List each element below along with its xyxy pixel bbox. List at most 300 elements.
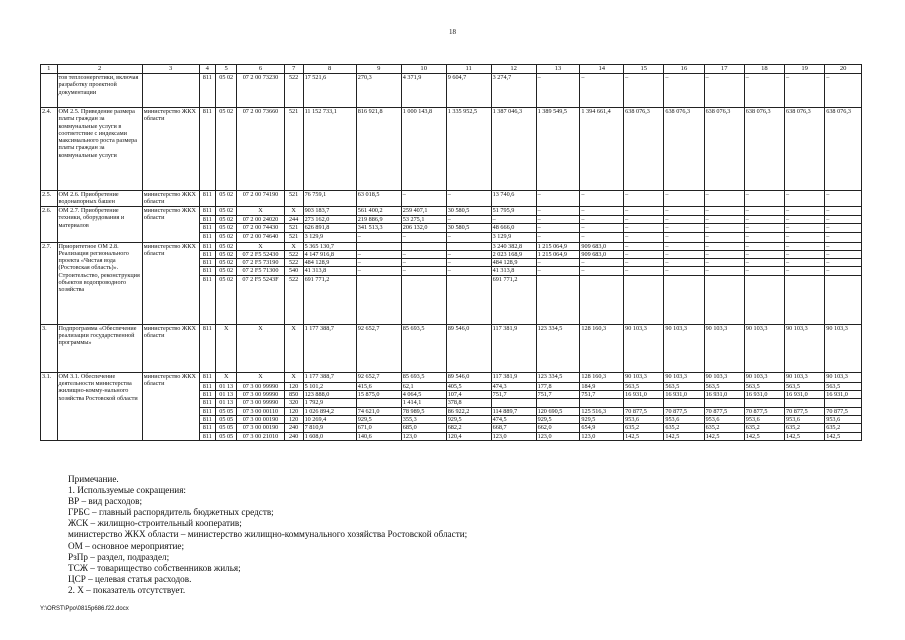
table-cell: министерство ЖКХ области	[142, 207, 199, 243]
table-cell: 90 103,3	[704, 324, 744, 372]
table-cell: 5 365 130,7	[303, 242, 356, 250]
table-cell: 17 521,6	[303, 74, 356, 108]
table-cell: министерство ЖКХ области	[142, 324, 199, 372]
table-cell: –	[825, 216, 862, 224]
table-cell: 355,3	[401, 415, 446, 423]
table-cell: 909 683,0	[580, 242, 624, 250]
table-cell: 244	[284, 216, 303, 224]
table-cell: –	[624, 74, 664, 108]
column-number-5: 5	[216, 65, 237, 74]
column-number-6: 6	[237, 65, 284, 74]
table-cell: 90 103,3	[825, 324, 862, 372]
table-cell: –	[446, 259, 491, 267]
table-cell: –	[744, 207, 784, 216]
note-line: ОМ – основное мероприятие;	[68, 540, 185, 551]
table-cell	[536, 399, 580, 407]
table-cell: 1 608,0	[303, 432, 356, 440]
note-line: ГРБС – главный распорядитель бюджетных средств;	[68, 507, 274, 518]
table-cell: 123,0	[491, 432, 536, 440]
table-cell: –	[785, 74, 825, 108]
table-cell: министерство ЖКХ области	[142, 242, 199, 324]
table-cell: 120 690,5	[536, 407, 580, 415]
table-cell: 811	[199, 250, 216, 258]
table-cell: 92 652,7	[356, 372, 401, 382]
table-cell: –	[356, 267, 401, 275]
table-cell: 638 076,3	[624, 108, 664, 191]
table-cell: 128 160,3	[580, 372, 624, 382]
table-cell: 563,5	[785, 382, 825, 390]
table-cell: 128 160,3	[580, 324, 624, 372]
table-cell: 909 683,0	[580, 250, 624, 258]
table-cell: 811	[199, 415, 216, 423]
table-cell: –	[624, 232, 664, 242]
table-cell: 3 129,9	[303, 232, 356, 242]
table-cell	[536, 275, 580, 324]
table-cell: 1 215 064,9	[536, 250, 580, 258]
table-cell: 05 02	[216, 224, 237, 232]
table-cell: 953,6	[785, 415, 825, 423]
table-cell: –	[785, 267, 825, 275]
table-cell: 635,2	[744, 424, 784, 432]
table-row	[41, 191, 862, 207]
table-cell: 811	[199, 216, 216, 224]
table-cell: –	[580, 74, 624, 108]
table-cell: Х	[284, 372, 303, 382]
table-cell: 142,5	[704, 432, 744, 440]
table-cell: 638 076,3	[744, 108, 784, 191]
table-cell: –	[624, 207, 664, 216]
table-cell: –	[825, 250, 862, 258]
table-cell: –	[356, 232, 401, 242]
table-cell	[624, 275, 664, 324]
table-cell	[580, 275, 624, 324]
table-cell: –	[664, 216, 704, 224]
table-cell: 811	[199, 242, 216, 250]
table-cell: 89 546,0	[446, 372, 491, 382]
table-cell: Х	[237, 207, 284, 216]
table-cell: 1 177 388,7	[303, 324, 356, 372]
table-cell	[664, 275, 704, 324]
table-cell: –	[825, 242, 862, 250]
table-cell: –	[624, 259, 664, 267]
table-cell: 70 877,5	[825, 407, 862, 415]
table-cell: 685,0	[401, 424, 446, 432]
table-cell: 142,5	[744, 432, 784, 440]
table-cell: 811	[199, 108, 216, 191]
table-cell: 07 3 00 00190	[237, 415, 284, 423]
table-cell: –	[446, 232, 491, 242]
table-cell: 474,3	[491, 382, 536, 390]
table-cell: 521	[284, 191, 303, 207]
table-cell: 90 103,3	[624, 324, 664, 372]
table-cell: 01 13	[216, 399, 237, 407]
table-cell: 662,0	[536, 424, 580, 432]
table-cell	[785, 275, 825, 324]
table-cell	[356, 242, 401, 250]
table-cell: ОМ 2.5. Приведение размера платы граждан за коммунальные услуги в соответствие с индексами максимального роста размера платы граждан за коммунальные услуги	[57, 108, 142, 191]
table-cell: 120	[284, 382, 303, 390]
table-cell: 635,2	[785, 424, 825, 432]
table-cell: ОМ 3.1. Обеспечение деятельности министерства жилищно-комму-нального хозяйства Ростовской области	[57, 372, 142, 440]
table-cell: 70 877,5	[664, 407, 704, 415]
table-cell: –	[704, 74, 744, 108]
table-cell: –	[664, 207, 704, 216]
table-cell: –	[580, 224, 624, 232]
table-cell: –	[825, 259, 862, 267]
table-cell: –	[446, 250, 491, 258]
table-cell: 811	[199, 207, 216, 216]
table-cell: 1 792,9	[303, 399, 356, 407]
table-cell: 903 183,7	[303, 207, 356, 216]
table-cell: 70 877,5	[785, 407, 825, 415]
table-cell: 123,0	[401, 432, 446, 440]
table-cell: 521	[284, 232, 303, 242]
table-cell: 3 240 382,8	[491, 242, 536, 250]
table-cell: –	[624, 267, 664, 275]
table-cell	[580, 399, 624, 407]
table-cell: 05 05	[216, 432, 237, 440]
table-row	[41, 372, 862, 382]
table-cell: –	[825, 74, 862, 108]
table-cell: 07 2 00 73230	[237, 74, 284, 108]
table-cell: –	[446, 216, 491, 224]
table-cell: 120	[284, 415, 303, 423]
table-cell: 405,5	[446, 382, 491, 390]
table-cell: 62,1	[401, 382, 446, 390]
table-cell: –	[664, 224, 704, 232]
table-cell: 259 407,1	[401, 207, 446, 216]
table-cell: 626 891,8	[303, 224, 356, 232]
table-cell: министерство ЖКХ области	[142, 191, 199, 207]
table-cell: 07 3 00 21010	[237, 432, 284, 440]
column-number-19: 19	[785, 65, 825, 74]
table-cell	[41, 74, 58, 108]
column-number-10: 10	[401, 65, 446, 74]
table-cell: 850	[284, 391, 303, 399]
table-cell: 484 128,9	[303, 259, 356, 267]
table-cell: 16 931,0	[704, 391, 744, 399]
table-cell: 90 103,3	[664, 324, 704, 372]
table-cell: 638 076,3	[664, 108, 704, 191]
table-cell: 90 103,3	[744, 372, 784, 382]
table-cell: 4 064,5	[401, 391, 446, 399]
table-cell: 05 02	[216, 267, 237, 275]
table-cell: 07 2 00 73660	[237, 108, 284, 191]
table-cell: 70 877,5	[744, 407, 784, 415]
table-cell: 07 2 F5 5243F	[237, 275, 284, 324]
table-cell: 07 2 00 74190	[237, 191, 284, 207]
table-cell: –	[536, 259, 580, 267]
note-line: ЖСК – жилищно-строительный кооператив;	[68, 518, 242, 529]
table-cell: 811	[199, 191, 216, 207]
table-cell: 16 931,0	[825, 391, 862, 399]
column-number-13: 13	[536, 65, 580, 74]
table-row	[41, 74, 862, 108]
table-cell: 123 334,5	[536, 324, 580, 372]
column-number-16: 16	[664, 65, 704, 74]
table-cell: 3.	[41, 324, 58, 372]
column-number-18: 18	[744, 65, 784, 74]
table-cell: 120	[284, 407, 303, 415]
table-cell: –	[491, 216, 536, 224]
table-cell: ОМ 2.6. Приобретение водонапорных башен	[57, 191, 142, 207]
table-cell: 378,8	[446, 399, 491, 407]
column-number-11: 11	[446, 65, 491, 74]
page-number: 18	[449, 28, 456, 36]
table-cell: 05 05	[216, 424, 237, 432]
table-cell: 11 152 733,1	[303, 108, 356, 191]
note-line: министерство ЖКХ области – министерство жилищно-коммунального хозяйства Ростовской области;	[68, 529, 468, 540]
table-cell: –	[744, 242, 784, 250]
table-cell: 521	[284, 224, 303, 232]
table-cell: 85 693,5	[401, 324, 446, 372]
table-cell: 3 274,7	[491, 74, 536, 108]
table-cell: 120,4	[446, 432, 491, 440]
table-cell: 2 023 168,9	[491, 250, 536, 258]
table-cell: 53 275,1	[401, 216, 446, 224]
table-cell: 70 877,5	[704, 407, 744, 415]
table-cell: 522	[284, 275, 303, 324]
table-cell: 05 02	[216, 250, 237, 258]
table-cell: 16 931,0	[624, 391, 664, 399]
table-cell: 953,6	[704, 415, 744, 423]
table-cell: 635,2	[825, 424, 862, 432]
table-cell: 811	[199, 432, 216, 440]
table-cell: 2.5.	[41, 191, 58, 207]
table-body	[41, 65, 862, 441]
table-cell: 811	[199, 391, 216, 399]
table-cell: –	[664, 232, 704, 242]
table-cell: –	[536, 207, 580, 216]
table-cell: –	[536, 232, 580, 242]
column-number-15: 15	[624, 65, 664, 74]
notes-block	[68, 474, 467, 596]
table-cell: –	[785, 216, 825, 224]
table-cell	[704, 399, 744, 407]
table-cell: 682,2	[446, 424, 491, 432]
note-line: РзПр – раздел, подраздел;	[68, 551, 170, 562]
table-cell: –	[744, 74, 784, 108]
table-cell: 90 103,3	[624, 372, 664, 382]
table-cell: 654,9	[580, 424, 624, 432]
table-cell: –	[825, 191, 862, 207]
table-cell: 563,5	[624, 382, 664, 390]
table-cell: 86 922,2	[446, 407, 491, 415]
table-cell: –	[356, 250, 401, 258]
table-cell: 07 3 00 00190	[237, 424, 284, 432]
table-cell: –	[446, 267, 491, 275]
table-cell: Х	[284, 324, 303, 372]
table-cell: –	[785, 224, 825, 232]
table-cell: 563,5	[744, 382, 784, 390]
table-cell: 07 2 00 24020	[237, 216, 284, 224]
table-cell: 474,5	[491, 415, 536, 423]
note-line: ЦСР – целевая статья расходов.	[68, 573, 192, 584]
table-cell: 90 103,3	[825, 372, 862, 382]
table-cell: 522	[284, 250, 303, 258]
table-cell: 2.7.	[41, 242, 58, 324]
table-cell: 16 931,0	[664, 391, 704, 399]
table-cell: 142,5	[825, 432, 862, 440]
column-number-3: 3	[142, 65, 199, 74]
table-cell	[825, 275, 862, 324]
table-cell: 522	[284, 259, 303, 267]
table-cell: 563,5	[825, 382, 862, 390]
table-cell: 123,0	[536, 432, 580, 440]
table-cell	[401, 275, 446, 324]
column-number-7: 7	[284, 65, 303, 74]
table-cell: 811	[199, 372, 216, 382]
table-cell: –	[785, 250, 825, 258]
table-cell: 9 604,7	[446, 74, 491, 108]
table-cell: 811	[199, 382, 216, 390]
table-cell: 48 666,0	[491, 224, 536, 232]
table-cell: 1 414,1	[401, 399, 446, 407]
table-cell	[785, 399, 825, 407]
table-cell: 07 2 00 74430	[237, 224, 284, 232]
table-cell: 1 387 046,3	[491, 108, 536, 191]
column-number-row	[41, 65, 862, 74]
table-cell: –	[785, 207, 825, 216]
table-cell: 953,6	[624, 415, 664, 423]
table-cell: 1 335 952,5	[446, 108, 491, 191]
column-number-4: 4	[199, 65, 216, 74]
table-cell: 76 759,1	[303, 191, 356, 207]
table-cell: 811	[199, 74, 216, 108]
table-cell: 05 02	[216, 191, 237, 207]
table-cell: –	[536, 74, 580, 108]
table-cell: 16 931,0	[785, 391, 825, 399]
table-cell: Подпрограмма «Обеспечение реализации государственной программы»	[57, 324, 142, 372]
table-cell: 125 516,3	[580, 407, 624, 415]
table-cell: –	[744, 250, 784, 258]
table-cell: –	[401, 232, 446, 242]
table-cell: –	[704, 216, 744, 224]
table-cell: –	[744, 191, 784, 207]
column-number-12: 12	[491, 65, 536, 74]
table-cell: 691 771,2	[303, 275, 356, 324]
table-cell: 05 02	[216, 275, 237, 324]
table-row	[41, 108, 862, 191]
table-cell: –	[825, 207, 862, 216]
table-cell: Х	[216, 372, 237, 382]
table-cell: 85 693,5	[401, 372, 446, 382]
table-cell: –	[744, 216, 784, 224]
table-cell	[356, 275, 401, 324]
table-cell: –	[536, 191, 580, 207]
table-cell: –	[785, 232, 825, 242]
table-cell: 90 103,3	[785, 372, 825, 382]
table-cell: 123,0	[580, 432, 624, 440]
table-cell: 107,4	[446, 391, 491, 399]
table-cell: 78 989,5	[401, 407, 446, 415]
table-cell: –	[580, 267, 624, 275]
table-cell	[825, 399, 862, 407]
table-cell: 1 389 549,5	[536, 108, 580, 191]
column-number-14: 14	[580, 65, 624, 74]
table-cell	[446, 275, 491, 324]
table-cell: 1 177 388,7	[303, 372, 356, 382]
table-cell: 1 215 064,9	[536, 242, 580, 250]
table-cell: 142,5	[624, 432, 664, 440]
table-cell: 522	[284, 74, 303, 108]
table-cell: 30 580,5	[446, 224, 491, 232]
note-line: ВР – вид расходов;	[68, 496, 143, 507]
table-cell: 341 513,3	[356, 224, 401, 232]
table-cell: Х	[284, 242, 303, 250]
table-cell: 484 128,9	[491, 259, 536, 267]
table-cell: 05 05	[216, 407, 237, 415]
table-cell: 929,5	[356, 415, 401, 423]
table-cell: 563,5	[664, 382, 704, 390]
table-cell: 07 3 00 99990	[237, 391, 284, 399]
table-cell: –	[704, 250, 744, 258]
table-cell: 270,3	[356, 74, 401, 108]
table-cell: –	[785, 191, 825, 207]
note-line: ТСЖ – товарищество собственников жилья;	[68, 562, 241, 573]
table-cell: 90 103,3	[664, 372, 704, 382]
table-cell: –	[624, 250, 664, 258]
table-cell: 635,2	[704, 424, 744, 432]
table-cell: –	[401, 191, 446, 207]
table-cell: –	[624, 216, 664, 224]
table-cell: –	[664, 259, 704, 267]
table-cell: министерство ЖКХ области	[142, 108, 199, 191]
table-cell: 184,9	[580, 382, 624, 390]
table-cell: 07 2 F5 71300	[237, 267, 284, 275]
table-row	[41, 242, 862, 250]
table-cell: 41 313,8	[491, 267, 536, 275]
table-cell: 638 076,3	[785, 108, 825, 191]
table-cell	[446, 242, 491, 250]
table-cell: –	[536, 267, 580, 275]
table-cell	[744, 275, 784, 324]
column-number-17: 17	[704, 65, 744, 74]
table-cell: 05 02	[216, 242, 237, 250]
table-cell: 177,8	[536, 382, 580, 390]
table-cell: 1 000 143,8	[401, 108, 446, 191]
table-cell: 953,6	[664, 415, 704, 423]
table-cell: 07 3 00 00110	[237, 407, 284, 415]
table-cell: 90 103,3	[704, 372, 744, 382]
table-cell: –	[744, 259, 784, 267]
table-cell: 90 103,3	[785, 324, 825, 372]
table-cell: 07 2 00 74640	[237, 232, 284, 242]
table-cell: 635,2	[624, 424, 664, 432]
table-cell: –	[401, 259, 446, 267]
table-cell: ОМ 2.7. Приобретение техники, оборудования и материалов	[57, 207, 142, 243]
table-cell: 05 02	[216, 207, 237, 216]
table-cell: 751,7	[536, 391, 580, 399]
table-cell: 4 147 916,8	[303, 250, 356, 258]
table-cell: –	[785, 242, 825, 250]
table-cell: 13 740,6	[491, 191, 536, 207]
table-cell: 929,5	[446, 415, 491, 423]
note-line: Примечание.	[68, 474, 119, 484]
table-cell: –	[624, 242, 664, 250]
table-cell: –	[580, 191, 624, 207]
table-cell: 638 076,3	[825, 108, 862, 191]
table-cell: –	[785, 259, 825, 267]
table-cell: –	[664, 242, 704, 250]
table-cell: 117 381,9	[491, 324, 536, 372]
table-cell: 3.1.	[41, 372, 58, 440]
table-cell: 05 02	[216, 232, 237, 242]
table-cell: 15 875,0	[356, 391, 401, 399]
table-cell: 142,5	[785, 432, 825, 440]
column-number-9: 9	[356, 65, 401, 74]
table-cell: 142,5	[664, 432, 704, 440]
